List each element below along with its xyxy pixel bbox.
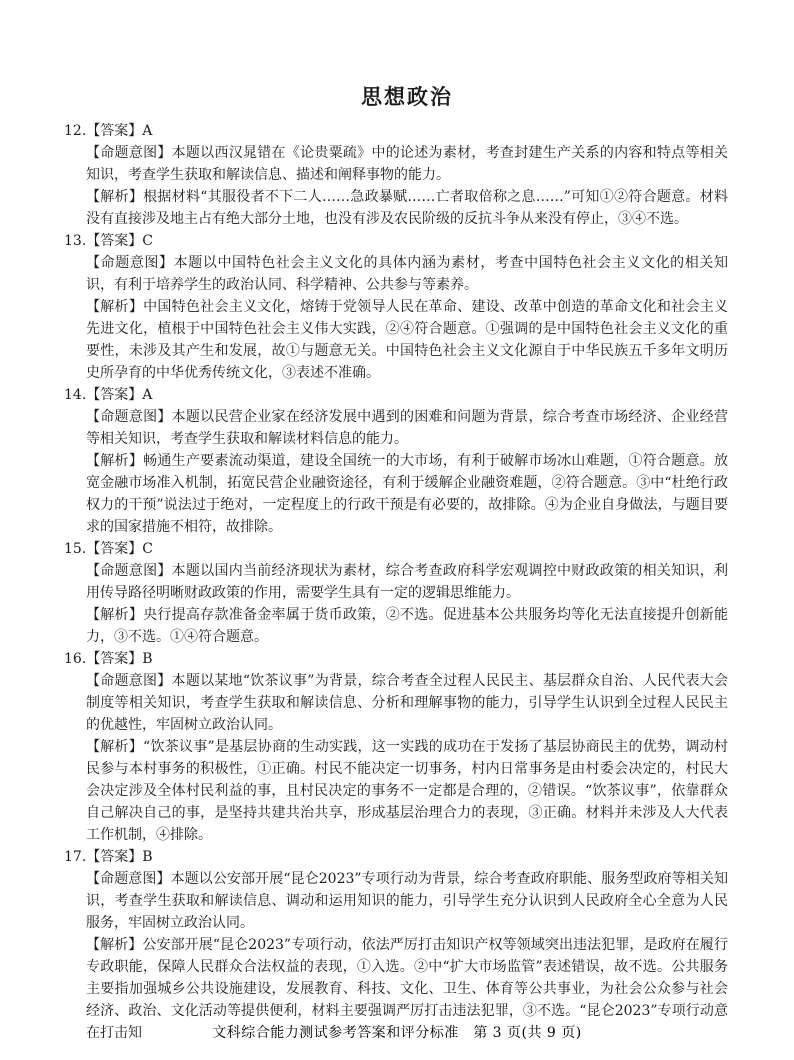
analysis-paragraph: 【解析】畅通生产要素流动渠道，建设全国统一的大市场，有利于破解市场冰山难题，①符合题意。放宽金融市场准入机制，拓宽民营企业融资途径，有利于缓解企业融资难题，②符合题意。③中“杜绝行政权力的干预”说法过于绝对，一定程度上的行政干预是有必要的，故排除。④为企业自身做法，与题目要求的国家措施不相符，故排除。 (86, 453, 728, 535)
page-title: 思想政治 (361, 85, 453, 109)
question-14 (64, 384, 728, 538)
question-12 (64, 120, 728, 230)
intent-paragraph: 【命题意图】本题以公安部开展“昆仑2023”专项行动为背景，综合考查政府职能、服务型政府等相关知识，考查学生获取和解读信息、调动和运用知识的能力，引导学生充分认识到人民政府全心全意为人民服务，牢固树立政治认同。 (86, 871, 728, 931)
analysis-paragraph: 【解析】中国特色社会主义文化，熔铸于党领导人民在革命、建设、改革中创造的革命文化和社会主义先进文化，植根于中国特色社会主义伟大实践，②④符合题意。①强调的是中国特色社会主义文化的重要性，未涉及其产生和发展，故①与题意无关。中国特色社会主义文化源自于中华民族五千多年文明历史所孕育的中华优秀传统文化，③表述不准确。 (86, 299, 728, 381)
intent-paragraph: 【命题意图】本题以西汉晁错在《论贵粟疏》中的论述为素材，考查封建生产关系的内容和特点等相关知识，考查学生获取和解读信息、描述和阐释事物的能力。 (86, 145, 728, 183)
question-15 (64, 538, 728, 648)
question-16 (64, 648, 728, 846)
answer-line: 13.【答案】C (64, 233, 153, 249)
answer-line: 12.【答案】A (64, 123, 153, 139)
question-17 (64, 846, 728, 1044)
analysis-paragraph: 【解析】央行提高存款准备金率属于货币政策，②不选。促进基本公共服务均等化无法直接提升创新能力，③不选。①④符合题意。 (86, 607, 728, 645)
question-13 (64, 230, 728, 384)
analysis-paragraph: 【解析】“饮茶议事”是基层协商的生动实践，这一实践的成功在于发扬了基层协商民主的优势，调动村民参与本村事务的积极性，①正确。村民不能决定一切事务，村内日常事务是由村委会决定的，村民大会决定涉及全体村民利益的事，且村民决定的事务不一定都是合理的，②错误。“饮茶议事”，依靠群众自己解决自己的事，是坚持共建共治共享，形成基层治理合力的表现，③正确。材料并未涉及人大代表工作机制，④排除。 (86, 739, 728, 843)
intent-paragraph: 【命题意图】本题以民营企业家在经济发展中遇到的困难和问题为背景，综合考查市场经济、企业经营等相关知识，考查学生获取和解读材料信息的能力。 (86, 409, 728, 447)
answer-line: 16.【答案】B (64, 651, 153, 667)
intent-paragraph: 【命题意图】本题以中国特色社会主义文化的具体内涵为素材，考查中国特色社会主义文化的相关知识，有利于培养学生的政治认同、科学精神、公共参与等素养。 (86, 255, 728, 293)
page-footer: 文科综合能力测试参考答案和评分标准 第 3 页(共 9 页) (212, 1025, 582, 1041)
analysis-paragraph: 【解析】公安部开展“昆仑2023”专项行动，依法严厉打击知识产权等领域突出违法犯罪，是政府在履行专政职能，保障人民群众合法权益的表现，①入选。②中“扩大市场监管”表述错误，故不选。公共服务主要指加强城乡公共设施建设，发展教育、科技、文化、卫生、体育等公共事业，为社会公众参与社会经济、政治、文化活动等提供便利，材料主要强调严厉打击违法犯罪，③不选。“昆仑2023”专项行动意在打击知 (86, 937, 728, 1041)
intent-paragraph: 【命题意图】本题以某地“饮茶议事”为背景，综合考查全过程人民民主、基层群众自治、人民代表大会制度等相关知识，考查学生获取和解读信息、分析和理解事物的能力，引导学生认识到全过程人民民主的优越性，牢固树立政治认同。 (86, 673, 728, 733)
answer-line: 17.【答案】B (64, 849, 153, 865)
answer-line: 15.【答案】C (64, 541, 153, 557)
answer-line: 14.【答案】A (64, 387, 153, 403)
intent-paragraph: 【命题意图】本题以国内当前经济现状为素材，综合考查政府科学宏观调控中财政政策的相关知识，利用传导路径明晰财政政策的作用，需要学生具有一定的逻辑思维能力。 (86, 563, 728, 601)
analysis-paragraph: 【解析】根据材料“其服役者不下二人……急政暴赋……亡者取倍称之息……”可知①②符合题意。材料没有直接涉及地主占有绝大部分土地，也没有涉及农民阶级的反抗斗争从来没有停止，③④不选。 (86, 189, 728, 227)
